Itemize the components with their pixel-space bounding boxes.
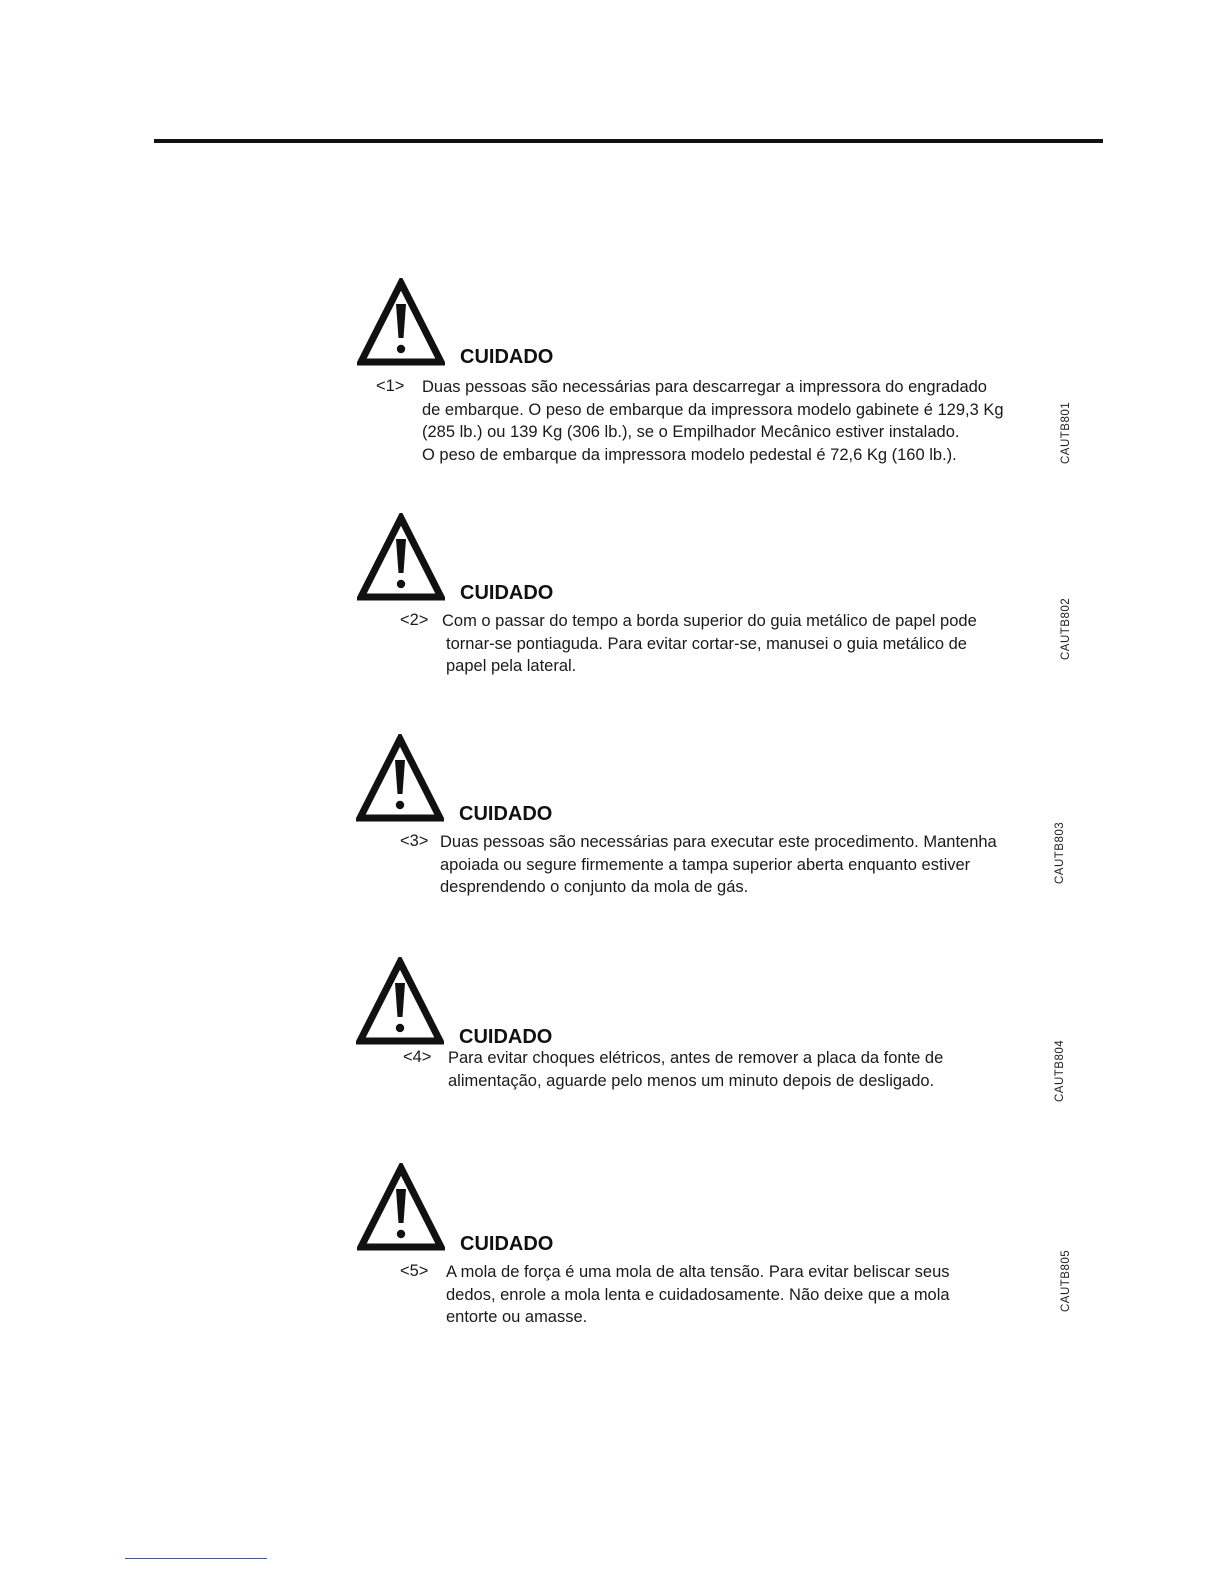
caution-text-line: de embarque. O peso de embarque da impressora modelo gabinete é 129,3 Kg xyxy=(422,400,1004,419)
caution-title: CUIDADO xyxy=(459,803,553,825)
caution-code: CAUTB801 xyxy=(1060,401,1072,464)
caution-text-line: papel pela lateral. xyxy=(446,657,577,675)
caution-code: CAUTB805 xyxy=(1060,1249,1072,1312)
caution-text-line: entorte ou amasse. xyxy=(446,1308,588,1326)
caution-text xyxy=(442,610,977,678)
warning-triangle-icon xyxy=(357,278,445,366)
caution-code: CAUTB802 xyxy=(1060,597,1072,660)
caution-text xyxy=(422,376,1004,466)
caution-text-line: A mola de força é uma mola de alta tensão. Para evitar beliscar seus xyxy=(446,1263,950,1281)
warning-triangle-icon xyxy=(357,1163,445,1251)
caution-text xyxy=(448,1047,943,1092)
caution-number: <2> xyxy=(400,611,429,629)
caution-text-line: O peso de embarque da impressora modelo pedestal é 72,6 Kg (160 lb.). xyxy=(422,445,957,464)
caution-text-line: Duas pessoas são necessárias para descarregar a impressora do engradado xyxy=(422,378,987,396)
caution-text-line: (285 lb.) ou 139 Kg (306 lb.), se o Empilhador Mecânico estiver instalado. xyxy=(422,423,960,441)
caution-title: CUIDADO xyxy=(460,582,554,604)
caution-number: <4> xyxy=(403,1048,432,1066)
caution-text-line: tornar-se pontiaguda. Para evitar cortar-se, manusei o guia metálico de xyxy=(446,634,967,653)
caution-number: <5> xyxy=(400,1262,429,1280)
warning-triangle-icon xyxy=(356,957,444,1045)
warning-triangle-icon xyxy=(357,513,445,601)
caution-text-line: desprendendo o conjunto da mola de gás. xyxy=(440,878,749,896)
caution-number: <3> xyxy=(400,832,429,850)
caution-text-line: dedos, enrole a mola lenta e cuidadosamente. Não deixe que a mola xyxy=(446,1285,950,1304)
caution-text xyxy=(446,1261,950,1329)
caution-text-line: Para evitar choques elétricos, antes de remover a placa da fonte de xyxy=(448,1049,944,1067)
warning-triangle-icon xyxy=(356,734,444,822)
caution-number: <1> xyxy=(376,377,405,395)
footer-link-underline xyxy=(125,1558,267,1559)
caution-title: CUIDADO xyxy=(460,1233,554,1255)
caution-text-line: alimentação, aguarde pelo menos um minuto depois de desligado. xyxy=(448,1071,935,1090)
caution-title: CUIDADO xyxy=(459,1026,553,1048)
caution-text-line: Com o passar do tempo a borda superior do guia metálico de papel pode xyxy=(442,612,977,630)
caution-text-line: Duas pessoas são necessárias para executar este procedimento. Mantenha xyxy=(440,833,997,851)
top-rule xyxy=(154,139,1103,143)
caution-text xyxy=(440,831,997,899)
caution-title: CUIDADO xyxy=(460,346,554,368)
caution-code: CAUTB803 xyxy=(1054,821,1066,884)
caution-code: CAUTB804 xyxy=(1054,1039,1066,1102)
caution-text-line: apoiada ou segure firmemente a tampa superior aberta enquanto estiver xyxy=(440,855,971,874)
